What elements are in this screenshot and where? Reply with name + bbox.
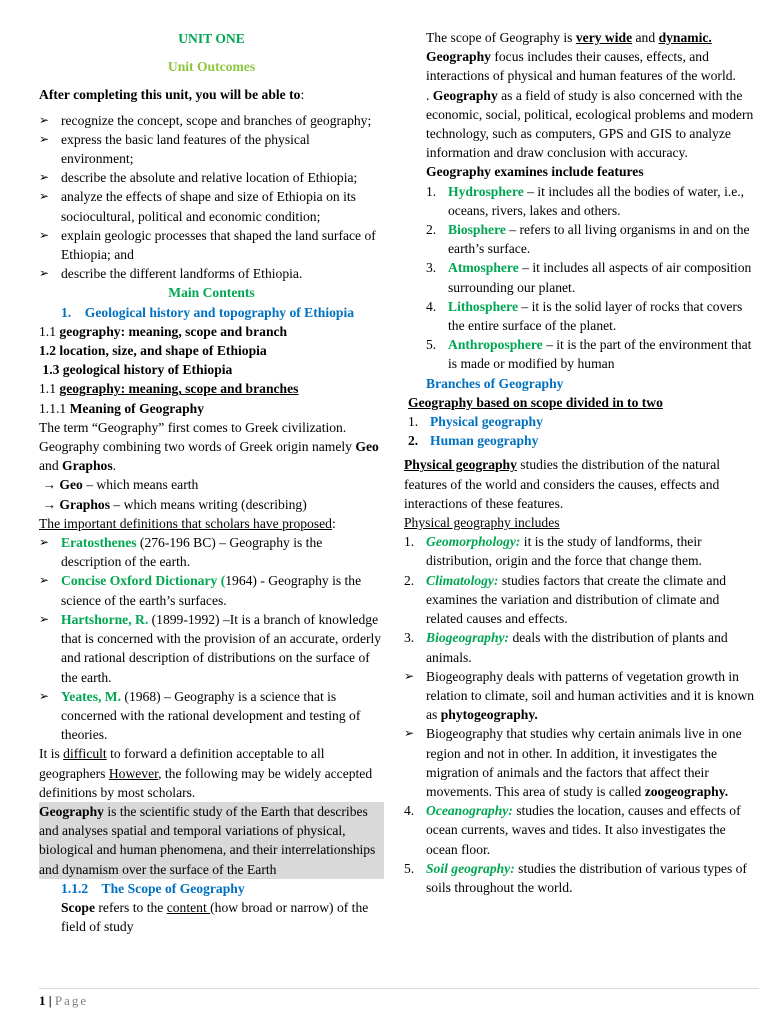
list-item: 5. Anthroposphere – it is the part of the environment that is made or modified by human: [426, 337, 752, 372]
subfields-list-a: [404, 532, 756, 666]
arrow-bullet-icon: ➢: [39, 535, 50, 550]
subfields-list-b: [404, 801, 756, 897]
geography-definition: Geography is the scientific study of the Earth that describes and analyses spatial and temporal variations of physical, biological and human phenomena, and their interrelationships and dynamism over the surface of the Earth: [39, 802, 384, 879]
biogeography-list: [404, 667, 756, 801]
toc-1-2: 1.2 location, size, and shape of Ethiopia: [39, 343, 267, 359]
graphos-meaning: → Graphos – which means writing (describing): [42, 496, 307, 512]
difficult-paragraph: It is difficult to forward a definition acceptable to all geographers However, the following may be widely accepted definitions by most scholars.: [39, 746, 373, 800]
list-item: ➢ Biogeography that studies why certain animals live in one region and not in other. In addition, it investigates the migration of animals and the factors that affect their movements. This area of study is called zoogeography.: [404, 726, 742, 799]
scope-divided-heading: Geography based on scope divided in to two: [408, 394, 663, 410]
arrow-bullet-icon: ➢: [39, 611, 50, 626]
list-item: 2. Human geography: [408, 433, 539, 449]
list-item: 1. Physical geography: [408, 414, 543, 430]
list-item: 5. Soil geography: studies the distribution of various types of soils throughout the world.: [404, 860, 747, 895]
branch-types-list: [404, 412, 756, 450]
list-item: ➢ recognize the concept, scope and branches of geography;: [39, 111, 384, 130]
arrow-bullet-icon: ➢: [39, 573, 50, 588]
definitions-intro: The important definitions that scholars have proposed:: [39, 515, 336, 531]
list-item: ➢ Concise Oxford Dictionary (1964) - Geography is the science of the earth’s surfaces.: [39, 573, 362, 608]
section-1-1-1-heading: 1.1.1 Meaning of Geography: [39, 400, 205, 416]
main-contents-heading: Main Contents: [168, 285, 255, 301]
arrow-bullet-icon: ➢: [39, 131, 50, 146]
toc-1-3: 1.3 geological history of Ethiopia: [39, 362, 233, 378]
arrow-bullet-icon: ➢: [404, 668, 415, 683]
list-item: ➢ describe the absolute and relative location of Ethiopia;: [39, 168, 384, 187]
section-1-1-heading: 1.1 geography: meaning, scope and branches: [39, 381, 299, 397]
origin-paragraph: The term “Geography” first comes to Greek civilization. Geography combining two words of Greek origin namely Geo and Graphos.: [39, 419, 379, 474]
list-item: 4. Oceanography: studies the location, causes and effects of ocean currents, waves and tides. It also investigates the ocean floor.: [404, 803, 741, 857]
branches-heading: Branches of Geography: [426, 375, 564, 391]
list-item: 3. Biogeography: deals with the distribution of plants and animals.: [404, 630, 728, 665]
outcomes-list: [39, 111, 384, 284]
definitions-list: [39, 533, 384, 744]
list-item: ➢ Biogeography deals with patterns of vegetation growth in relation to climate, soil and human activities and it is known as phytogeography.: [404, 668, 755, 723]
footer-separator: |: [45, 993, 55, 1008]
scope-paragraph-c: . Geography as a field of study is also concerned with the economic, social, political, ecological problems and modern technology, such as computers, GPS and GIS to analyze information and draw conclusion with accuracy.: [426, 87, 754, 161]
right-column: [404, 0, 756, 897]
contents-item-1: 1. Geological history and topography of Ethiopia: [61, 304, 355, 320]
physical-geography-paragraph: Physical geography studies the distribution of the natural features of the world and considers the causes, effects and interactions of these features.: [404, 457, 721, 511]
geo-meaning: → Geo – which means earth: [42, 477, 199, 493]
list-item: 4. Lithosphere – it is the solid layer of rocks that covers the entire surface of the planet.: [426, 298, 743, 334]
right-arrow-icon: →: [42, 496, 60, 512]
features-list: [404, 182, 756, 374]
scope-definition: Scope refers to the content (how broad or narrow) of the field of study: [61, 899, 369, 935]
arrow-bullet-icon: ➢: [404, 726, 415, 741]
outcomes-intro: After completing this unit, you will be able to:: [39, 87, 305, 103]
list-item: ➢ analyze the effects of shape and size of Ethiopia on its sociocultural, political and economic condition;: [39, 189, 356, 224]
arrow-bullet-icon: ➢: [39, 112, 50, 127]
list-item: 1. Geomorphology: it is the study of landforms, their distribution, origin and the force that change them.: [404, 534, 702, 569]
list-item: 2. Climatology: studies factors that create the climate and examines the variation and distribution of climate and related causes and effects.: [404, 572, 727, 627]
right-arrow-icon: →: [42, 477, 60, 493]
scope-paragraph-b: Geography focus includes their causes, effects, and interactions of physical and human features of the world.: [426, 49, 736, 84]
page-footer: [39, 988, 759, 1010]
arrow-bullet-icon: ➢: [39, 170, 50, 185]
page-label: Page: [54, 993, 89, 1008]
features-heading: Geography examines include features: [426, 164, 644, 180]
list-item: ➢ describe the different landforms of Ethiopia.: [39, 264, 384, 283]
list-item: ➢ explain geologic processes that shaped the land surface of Ethiopia; and: [39, 227, 376, 263]
list-item: 3. Atmosphere – it includes all aspects of air composition surrounding our planet.: [426, 260, 752, 295]
list-item: ➢ express the basic land features of the physical environment;: [39, 131, 310, 167]
list-item: ➢ Eratosthenes (276-196 BC) – Geography is the description of the earth.: [39, 535, 323, 570]
scope-paragraph-a: The scope of Geography is very wide and dynamic.: [426, 30, 712, 45]
unit-title: UNIT ONE: [178, 31, 245, 46]
outcomes-heading: Unit Outcomes: [167, 59, 256, 75]
arrow-bullet-icon: ➢: [39, 266, 50, 281]
physical-includes: Physical geography includes: [404, 515, 560, 531]
section-1-1-2-heading: 1.1.2 The Scope of Geography: [61, 880, 245, 896]
toc-1-1: 1.1 geography: meaning, scope and branch: [39, 323, 288, 339]
page-number: 1: [39, 993, 46, 1008]
arrow-bullet-icon: ➢: [39, 227, 50, 242]
arrow-bullet-icon: ➢: [39, 189, 50, 204]
list-item: 1. Hydrosphere – it includes all the bodies of water, i.e., oceans, rivers, lakes and others.: [426, 183, 745, 218]
list-item: ➢ Yeates, M. (1968) – Geography is a science that is concerned with the rational development and testing of theories.: [39, 688, 361, 743]
list-item: 2. Biosphere – refers to all living organisms in and on the earth’s surface.: [426, 222, 750, 257]
arrow-bullet-icon: ➢: [39, 688, 50, 703]
left-column: [39, 0, 384, 936]
list-item: ➢ Hartshorne, R. (1899-1992) –It is a branch of knowledge that is concerned with the provision of an accurate, orderly and rational description of distributions on the surface of the earth.: [39, 611, 382, 685]
